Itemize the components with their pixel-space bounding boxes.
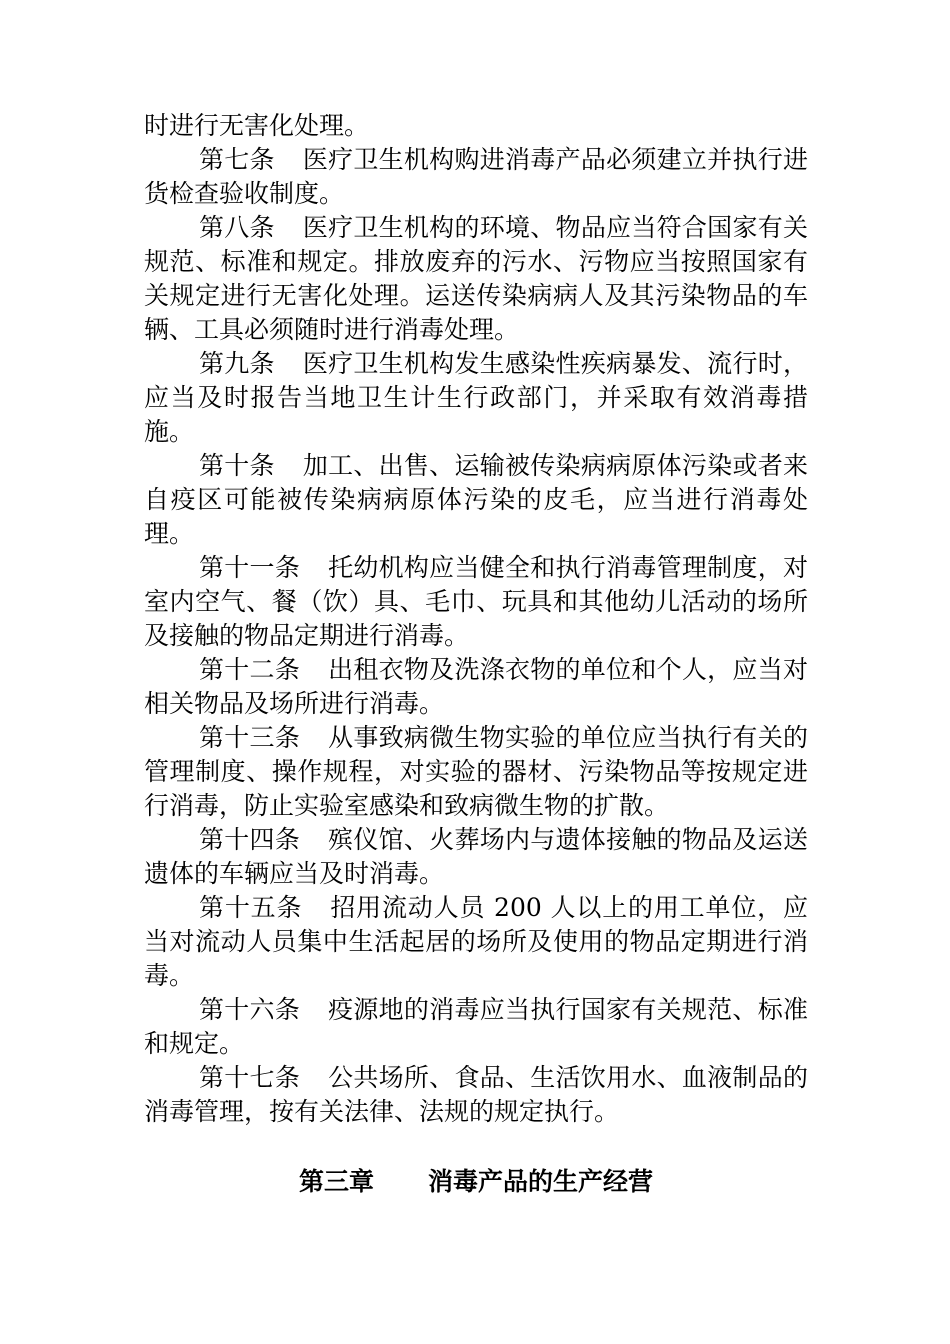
article-number: 第十六条 — [199, 995, 301, 1024]
article-9 — [144, 347, 808, 449]
article-8 — [144, 211, 808, 347]
article-text: 医疗卫生机构发生感染性疾病暴发、流行时，应当及时报告当地卫生计生行政部门，并采取有效消毒措施。 — [144, 349, 808, 446]
article-7 — [144, 143, 808, 211]
chapter-number: 第三章 — [298, 1167, 374, 1196]
article-text: 招用流动人员 200 人以上的用工单位，应当对流动人员集中生活起居的场所及使用的物品定期进行消毒。 — [144, 893, 808, 990]
article-16 — [144, 993, 808, 1061]
article-10 — [144, 449, 808, 551]
article-15 — [144, 891, 808, 993]
article-text: 托幼机构应当健全和执行消毒管理制度，对室内空气、餐（饮）具、毛巾、玩具和其他幼儿活动的场所及接触的物品定期进行消毒。 — [144, 553, 808, 650]
document-page — [144, 109, 808, 1199]
article-text: 从事致病微生物实验的单位应当执行有关的管理制度、操作规程，对实验的器材、污染物品等按规定进行消毒，防止实验室感染和致病微生物的扩散。 — [144, 723, 808, 820]
article-number: 第九条 — [199, 349, 275, 378]
article-text: 疫源地的消毒应当执行国家有关规范、标准和规定。 — [144, 995, 808, 1058]
article-number: 第十五条 — [199, 893, 303, 922]
article-number: 第十二条 — [199, 655, 301, 684]
article-text: 公共场所、食品、生活饮用水、血液制品的消毒管理，按有关法律、法规的规定执行。 — [144, 1063, 808, 1126]
article-17 — [144, 1061, 808, 1129]
article-12 — [144, 653, 808, 721]
paragraph-0 — [144, 109, 808, 143]
article-text: 医疗卫生机构的环境、物品应当符合国家有关规范、标准和规定。排放废弃的污水、污物应当按照国家有关规定进行无害化处理。运送传染病病人及其污染物品的车辆、工具必须随时进行消毒处理。 — [144, 213, 808, 344]
article-text: 出租衣物及洗涤衣物的单位和个人，应当对相关物品及场所进行消毒。 — [144, 655, 808, 718]
article-number: 第十一条 — [199, 553, 301, 582]
article-text: 殡仪馆、火葬场内与遗体接触的物品及运送遗体的车辆应当及时消毒。 — [144, 825, 808, 888]
chapter-heading — [144, 1165, 808, 1199]
article-number: 第七条 — [199, 145, 275, 174]
article-number: 第十四条 — [199, 825, 301, 854]
article-number: 第十条 — [199, 451, 275, 480]
article-number: 第八条 — [199, 213, 275, 242]
article-13 — [144, 721, 808, 823]
chapter-title: 消毒产品的生产经营 — [428, 1167, 654, 1196]
article-14 — [144, 823, 808, 891]
article-text: 加工、出售、运输被传染病病原体污染或者来自疫区可能被传染病病原体污染的皮毛，应当进行消毒处理。 — [144, 451, 808, 548]
article-text: 医疗卫生机构购进消毒产品必须建立并执行进货检查验收制度。 — [144, 145, 808, 208]
article-number: 第十三条 — [199, 723, 301, 752]
article-text: 时进行无害化处理。 — [144, 111, 370, 140]
article-number: 第十七条 — [199, 1063, 301, 1092]
article-11 — [144, 551, 808, 653]
